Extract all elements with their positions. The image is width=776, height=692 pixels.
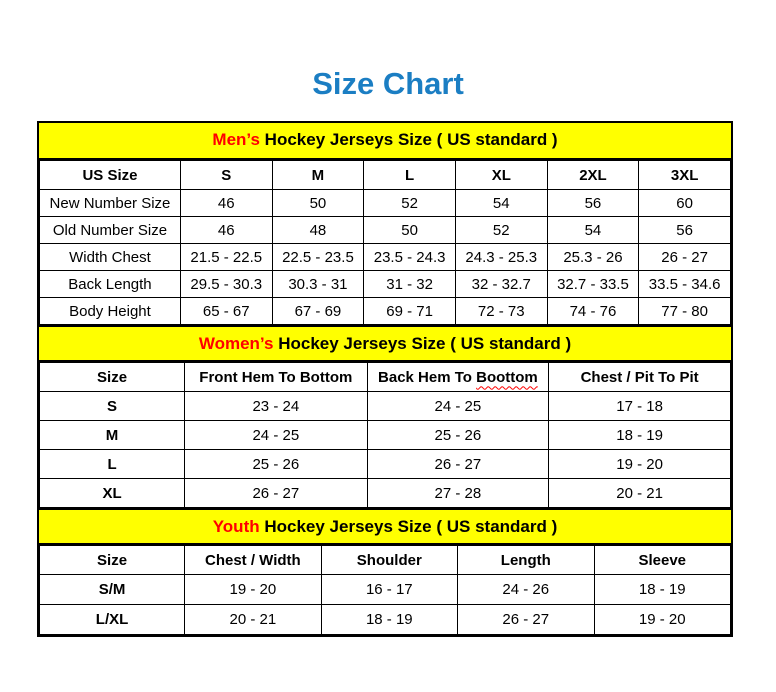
size-value: 23 - 24 bbox=[185, 392, 367, 421]
header-row bbox=[40, 546, 731, 575]
table-row bbox=[40, 217, 731, 244]
size-value: 60 bbox=[639, 190, 731, 217]
size-value: 48 bbox=[272, 217, 364, 244]
table-body bbox=[40, 190, 731, 325]
size-value: 20 - 21 bbox=[185, 605, 321, 635]
mens-size-table bbox=[39, 160, 731, 325]
size-value: 52 bbox=[364, 190, 456, 217]
row-label: S/M bbox=[40, 575, 185, 605]
row-label: Old Number Size bbox=[40, 217, 181, 244]
column-header: Length bbox=[458, 546, 594, 575]
row-label: Width Chest bbox=[40, 244, 181, 271]
column-header: XL bbox=[455, 161, 547, 190]
size-value: 26 - 27 bbox=[639, 244, 731, 271]
row-label: S bbox=[40, 392, 185, 421]
size-value: 18 - 19 bbox=[549, 421, 731, 450]
size-value: 21.5 - 22.5 bbox=[180, 244, 272, 271]
header-row bbox=[40, 363, 731, 392]
size-value: 18 - 19 bbox=[321, 605, 457, 635]
column-header: 3XL bbox=[639, 161, 731, 190]
table-row bbox=[40, 298, 731, 325]
size-chart-table-group bbox=[37, 121, 733, 637]
table-body bbox=[40, 575, 731, 635]
size-value: 24 - 25 bbox=[185, 421, 367, 450]
column-header: Shoulder bbox=[321, 546, 457, 575]
row-label: XL bbox=[40, 479, 185, 508]
size-value: 19 - 20 bbox=[185, 575, 321, 605]
column-header: Front Hem To Bottom bbox=[185, 363, 367, 392]
youth-size-table bbox=[39, 545, 731, 635]
size-value: 77 - 80 bbox=[639, 298, 731, 325]
table-row bbox=[40, 421, 731, 450]
size-value: 46 bbox=[180, 217, 272, 244]
row-label: L/XL bbox=[40, 605, 185, 635]
row-label: Back Length bbox=[40, 271, 181, 298]
size-value: 23.5 - 24.3 bbox=[364, 244, 456, 271]
size-value: 19 - 20 bbox=[594, 605, 730, 635]
youth-section-header bbox=[39, 508, 731, 545]
size-value: 20 - 21 bbox=[549, 479, 731, 508]
size-value: 29.5 - 30.3 bbox=[180, 271, 272, 298]
mens-section-header bbox=[39, 123, 731, 160]
column-header: Chest / Width bbox=[185, 546, 321, 575]
section-title-text: Hockey Jerseys Size ( US standard ) bbox=[259, 517, 558, 536]
size-value: 19 - 20 bbox=[549, 450, 731, 479]
size-value: 56 bbox=[547, 190, 639, 217]
size-value: 54 bbox=[455, 190, 547, 217]
row-label: M bbox=[40, 421, 185, 450]
size-value: 74 - 76 bbox=[547, 298, 639, 325]
misspelled-word: Boottom bbox=[476, 368, 538, 386]
mens-section bbox=[39, 123, 731, 325]
table-row bbox=[40, 271, 731, 298]
column-header: S bbox=[180, 161, 272, 190]
size-value: 72 - 73 bbox=[455, 298, 547, 325]
section-accent: Youth bbox=[212, 517, 260, 536]
size-value: 67 - 69 bbox=[272, 298, 364, 325]
table-row bbox=[40, 190, 731, 217]
table-head bbox=[40, 363, 731, 392]
size-value: 16 - 17 bbox=[321, 575, 457, 605]
size-value: 54 bbox=[547, 217, 639, 244]
size-value: 52 bbox=[455, 217, 547, 244]
size-value: 27 - 28 bbox=[367, 479, 549, 508]
womens-section bbox=[39, 325, 731, 508]
column-header: 2XL bbox=[547, 161, 639, 190]
header-row bbox=[40, 161, 731, 190]
size-value: 32 - 32.7 bbox=[455, 271, 547, 298]
column-header: US Size bbox=[40, 161, 181, 190]
size-value: 25 - 26 bbox=[185, 450, 367, 479]
table-row bbox=[40, 244, 731, 271]
column-header: Sleeve bbox=[594, 546, 730, 575]
size-value: 25 - 26 bbox=[367, 421, 549, 450]
size-value: 31 - 32 bbox=[364, 271, 456, 298]
column-header: Size bbox=[40, 363, 185, 392]
size-value: 22.5 - 23.5 bbox=[272, 244, 364, 271]
section-accent: Women’s bbox=[198, 334, 274, 353]
size-value: 32.7 - 33.5 bbox=[547, 271, 639, 298]
size-value: 56 bbox=[639, 217, 731, 244]
size-value: 26 - 27 bbox=[185, 479, 367, 508]
row-label: New Number Size bbox=[40, 190, 181, 217]
row-label: Body Height bbox=[40, 298, 181, 325]
size-value: 30.3 - 31 bbox=[272, 271, 364, 298]
size-value: 50 bbox=[364, 217, 456, 244]
size-value: 26 - 27 bbox=[458, 605, 594, 635]
table-row bbox=[40, 392, 731, 421]
size-value: 33.5 - 34.6 bbox=[639, 271, 731, 298]
page-title: Size Chart bbox=[312, 66, 464, 101]
table-head bbox=[40, 546, 731, 575]
table-row bbox=[40, 479, 731, 508]
column-header: Size bbox=[40, 546, 185, 575]
size-value: 24 - 25 bbox=[367, 392, 549, 421]
size-value: 65 - 67 bbox=[180, 298, 272, 325]
size-value: 69 - 71 bbox=[364, 298, 456, 325]
column-header: Chest / Pit To Pit bbox=[549, 363, 731, 392]
youth-section bbox=[39, 508, 731, 635]
size-value: 24 - 26 bbox=[458, 575, 594, 605]
size-value: 46 bbox=[180, 190, 272, 217]
table-row bbox=[40, 450, 731, 479]
column-header: M bbox=[272, 161, 364, 190]
womens-section-header bbox=[39, 325, 731, 362]
section-accent: Men’s bbox=[212, 130, 260, 149]
womens-size-table bbox=[39, 362, 731, 508]
table-row bbox=[40, 575, 731, 605]
section-title-text: Hockey Jerseys Size ( US standard ) bbox=[273, 334, 572, 353]
column-header: Back Hem To Boottom bbox=[367, 363, 549, 392]
table-body bbox=[40, 392, 731, 508]
table-row bbox=[40, 605, 731, 635]
row-label: L bbox=[40, 450, 185, 479]
size-value: 17 - 18 bbox=[549, 392, 731, 421]
table-head bbox=[40, 161, 731, 190]
section-title-text: Hockey Jerseys Size ( US standard ) bbox=[259, 130, 558, 149]
size-value: 26 - 27 bbox=[367, 450, 549, 479]
size-value: 25.3 - 26 bbox=[547, 244, 639, 271]
size-value: 50 bbox=[272, 190, 364, 217]
size-value: 18 - 19 bbox=[594, 575, 730, 605]
column-header: L bbox=[364, 161, 456, 190]
size-value: 24.3 - 25.3 bbox=[455, 244, 547, 271]
